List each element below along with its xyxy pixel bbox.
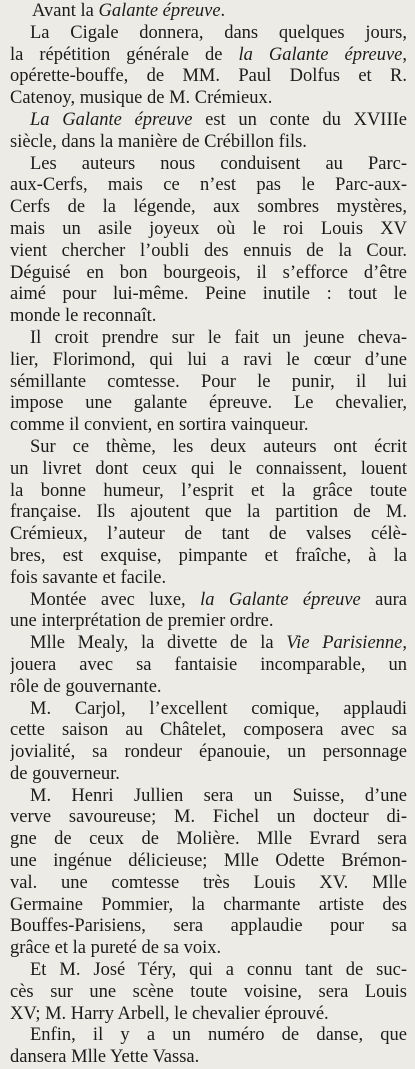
text-line: française. Ils ajoutent que la partition de M. — [10, 502, 407, 523]
text-line: Cerfs de la légende, aux sombres mystères, — [10, 197, 407, 218]
text-line: sémillante comtesse. Pour le punir, il lui — [10, 371, 407, 392]
text-line: Il croit prendre sur le fait un jeune cheva- — [30, 327, 407, 348]
text-line: de gouverneur. — [10, 763, 120, 784]
text-line: lier, Florimond, qui lui a ravi le cœur d’une — [10, 349, 407, 370]
text-line: XV; M. Harry Arbell, le chevalier éprouvé. — [10, 1003, 329, 1024]
text-line: la bonne humeur, l’esprit et la grâce toute — [10, 480, 407, 501]
text-line: aux-Cerfs, mais ce n’est pas le Parc-aux- — [10, 175, 407, 196]
text-line: un livret dont ceux qui le connaissent, louent — [10, 458, 407, 479]
text-line: grâce et la pureté de sa voix. — [10, 938, 222, 959]
text-line: gne de ceux de Molière. Mlle Evrard sera — [10, 829, 407, 850]
text-line: M. Carjol, l’excellent comique, applaudi — [30, 698, 407, 719]
text-line: Crémieux, l’auteur de tant de valses célè- — [10, 524, 407, 545]
text-line: monde le reconnaît. — [10, 306, 157, 327]
text-line: cès sur une scène toute voisine, sera Louis — [10, 981, 407, 1002]
text-line: La Cigale donnera, dans quelques jours, — [30, 22, 407, 43]
text-line: une interprétation de premier ordre. — [10, 611, 274, 632]
text-line: Déguisé en bon bourgeois, il s’efforce d’être — [10, 262, 407, 283]
text-line: Montée avec luxe, la Galante épreuve aura — [30, 589, 407, 610]
article-heading: Avant la Galante épreuve. — [32, 1, 226, 21]
text-line: Sur ce thème, les deux auteurs ont écrit — [30, 436, 407, 457]
text-line: cette saison au Châtelet, composera avec sa — [10, 720, 407, 741]
text-line: opérette-bouffe, de MM. Paul Dolfus et R. — [10, 66, 407, 87]
text-line: Les auteurs nous conduisent au Parc- — [30, 153, 407, 174]
text-line: Mlle Mealy, la divette de la Vie Parisienne, — [30, 633, 407, 654]
text-line: jovialité, sa rondeur épanouie, un personnage — [10, 742, 407, 763]
text-line: Bouffes-Parisiens, sera applaudie pour sa — [10, 916, 407, 937]
text-line: dansera Mlle Yette Vassa. — [10, 1047, 200, 1068]
text-line: impose une galante épreuve. Le chevalier, — [10, 393, 407, 414]
text-line: Germaine Pommier, la charmante artiste des — [10, 894, 407, 915]
text-line: mais un asile joyeux où le roi Louis XV — [10, 218, 407, 239]
text-line: vient chercher l’oubli des ennuis de la Cour. — [10, 240, 407, 261]
text-line: Et M. José Téry, qui a connu tant de suc- — [30, 960, 407, 981]
text-line: aimé pour lui-même. Peine inutile : tout le — [10, 284, 407, 305]
text-line: rôle de gouvernante. — [10, 676, 162, 697]
text-line: fois savante et facile. — [10, 567, 167, 588]
text-line: Enfin, il y a un numéro de danse, que — [30, 1025, 407, 1046]
text-line: jouera avec sa fantaisie incomparable, un — [10, 654, 407, 675]
text-line: une ingénue délicieuse; Mlle Odette Brémon- — [10, 851, 407, 872]
text-line: M. Henri Jullien sera un Suisse, d’une — [30, 785, 407, 806]
text-line: La Galante épreuve est un conte du XVIIIe — [30, 109, 407, 130]
text-line: siècle, dans la manière de Crébillon fils. — [10, 131, 307, 152]
text-line: verve savoureuse; M. Fichel un docteur di- — [10, 807, 407, 828]
text-line: bres, est exquise, pimpante et fraîche, à la — [10, 545, 407, 566]
text-line: Catenoy, musique de M. Crémieux. — [10, 88, 273, 109]
text-line: val. une comtesse très Louis XV. Mlle — [10, 872, 407, 893]
text-line: comme il convient, en sortira vainqueur. — [10, 415, 309, 436]
text-line: la répétition générale de la Galante épreuve, — [10, 44, 407, 65]
